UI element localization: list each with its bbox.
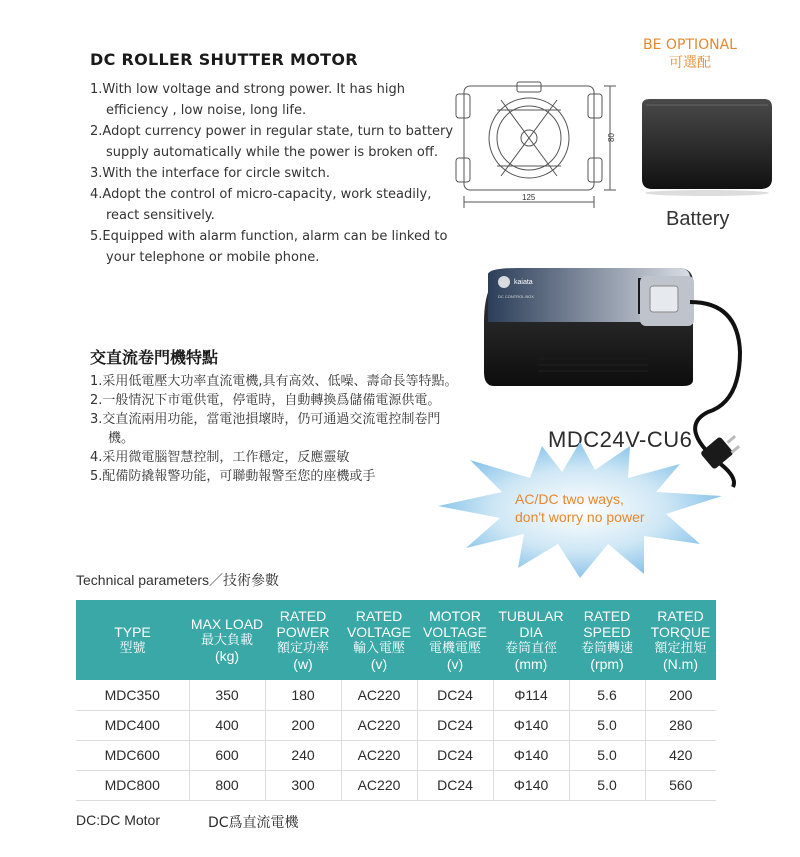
- list-item: 4.采用微電腦智慧控制，工作穩定，反應靈敏: [90, 450, 350, 465]
- table-cell: 5.0: [569, 770, 645, 800]
- table-cell: 400: [189, 710, 265, 740]
- table-cell: MDC400: [76, 710, 189, 740]
- table-cell: 600: [189, 740, 265, 770]
- parameters-table: [76, 600, 716, 801]
- list-item: 2.Adopt currency power in regular state, turn to battery supply automatically while the power is broken off.: [90, 124, 454, 160]
- table-header: TUBULAR DIA 卷筒直徑 (mm): [493, 600, 569, 680]
- width-dimension: 125: [522, 193, 536, 202]
- table-cell: AC220: [341, 680, 417, 710]
- table-header: RATED SPEED 卷筒轉速 (rpm): [569, 600, 645, 680]
- table-cell: DC24: [417, 740, 493, 770]
- table-cell: MDC800: [76, 770, 189, 800]
- table-cell: 560: [645, 770, 716, 800]
- list-item: 4.Adopt the control of micro-capacity, work steadily, react sensitively.: [90, 187, 432, 223]
- acdc-line-1: AC/DC two ways,: [515, 491, 624, 507]
- table-cell: 180: [265, 680, 341, 710]
- table-header: RATED POWER 額定功率 (w): [265, 600, 341, 680]
- table-cell: 420: [645, 740, 716, 770]
- table-cell: 800: [189, 770, 265, 800]
- table-header: RATED VOLTAGE 輸入電壓 (v): [341, 600, 417, 680]
- optional-zh: 可選配: [669, 55, 711, 71]
- motor-mount-drawing: [452, 80, 622, 215]
- table-cell: Φ140: [493, 710, 569, 740]
- table-cell: Φ140: [493, 740, 569, 770]
- table-cell: 280: [645, 710, 716, 740]
- table-header: RATED TORQUE 額定扭矩 (N.m): [645, 600, 716, 680]
- table-cell: 5.6: [569, 680, 645, 710]
- list-item: 5.Equipped with alarm function, alarm can be linked to your telephone or mobile phone.: [90, 229, 448, 265]
- list-item: 1.采用低電壓大功率直流電機,具有高效、低噪、壽命長等特點。: [90, 374, 458, 389]
- table-cell: 200: [265, 710, 341, 740]
- table-cell: Φ114: [493, 680, 569, 710]
- footnote-zh: DC爲直流電機: [208, 815, 299, 831]
- acdc-line-2: don't worry no power: [515, 509, 645, 525]
- table-title: Technical parameters／技術參數: [76, 572, 280, 588]
- en-title: DC ROLLER SHUTTER MOTOR: [90, 50, 358, 69]
- table-cell: MDC600: [76, 740, 189, 770]
- optional-en: BE OPTIONAL: [643, 37, 737, 53]
- table-cell: 300: [265, 770, 341, 800]
- list-item: 2.一般情況下市電供電，停電時，自動轉換爲儲備電源供電。: [90, 393, 441, 408]
- table-cell: 5.0: [569, 740, 645, 770]
- table-cell: DC24: [417, 710, 493, 740]
- table-cell: AC220: [341, 770, 417, 800]
- table-header: MAX LOAD 最大負載 (kg): [189, 600, 265, 680]
- table-cell: MDC350: [76, 680, 189, 710]
- battery-image: [632, 97, 780, 197]
- zh-title: 交直流卷門機特點: [90, 348, 219, 367]
- table-header-row: [76, 600, 716, 680]
- list-item: 1.With low voltage and strong power. It has high efficiency , low noise, long life.: [90, 82, 405, 118]
- height-dimension: 80: [607, 133, 616, 142]
- table-cell: DC24: [417, 680, 493, 710]
- zh-feature-list: [90, 372, 460, 486]
- en-feature-list: [90, 79, 460, 268]
- list-item: 5.配備防撬報警功能，可聯動報警至您的座機或手: [90, 469, 376, 484]
- table-header: MOTOR VOLTAGE 電機電壓 (v): [417, 600, 493, 680]
- table-cell: AC220: [341, 740, 417, 770]
- table-header: TYPE 型號: [76, 600, 189, 680]
- acdc-slogan: [515, 490, 715, 526]
- list-item: 3.With the interface for circle switch.: [90, 166, 330, 181]
- battery-label: Battery: [666, 208, 730, 230]
- table-cell: Φ140: [493, 770, 569, 800]
- table-cell: 200: [645, 680, 716, 710]
- footnote-en: DC:DC Motor: [76, 812, 161, 828]
- controller-brand: kaiata: [514, 279, 533, 286]
- table-cell: 5.0: [569, 710, 645, 740]
- table-cell: 240: [265, 740, 341, 770]
- table-cell: 350: [189, 680, 265, 710]
- table-row: [76, 680, 716, 710]
- table-row: [76, 740, 716, 770]
- table-row: [76, 710, 716, 740]
- model-label: MDC24V-CU6: [548, 427, 693, 452]
- controller-panel-text: DC CONTROL BOX: [498, 294, 534, 299]
- list-item: 3.交直流兩用功能，當電池損壞時，仍可通過交流電控制卷門機。: [90, 412, 441, 446]
- optional-label: [615, 36, 765, 72]
- table-cell: AC220: [341, 710, 417, 740]
- table-row: [76, 770, 716, 800]
- table-cell: DC24: [417, 770, 493, 800]
